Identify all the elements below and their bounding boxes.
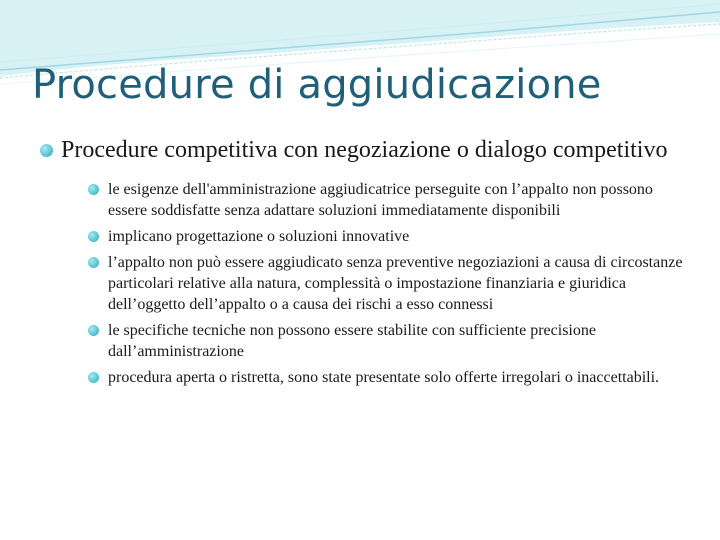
slide-content bbox=[40, 136, 690, 393]
circle-bullet-icon bbox=[88, 184, 99, 195]
sub-bullet-text: l’appalto non può essere aggiudicato senza preventive negoziazioni a causa di circostanze particolari relative alla natura, complessità o impostazione finanziaria e giuridica dell’oggetto dell’appalto o a causa dei rischi a esso connessi bbox=[108, 254, 683, 313]
sub-bullet-text: le specifiche tecniche non possono essere stabilite con sufficiente precisione dall’amministrazione bbox=[108, 322, 596, 360]
sub-bullet-text: implicano progettazione o soluzioni innovative bbox=[108, 228, 410, 245]
slide-title: Procedure di aggiudicazione bbox=[32, 62, 602, 108]
sub-bullet-text: procedura aperta o ristretta, sono state presentate solo offerte irregolari o inaccettabili. bbox=[108, 369, 660, 386]
sub-bullet-item bbox=[88, 226, 690, 247]
bullet-item bbox=[40, 136, 690, 165]
sub-bullet-item bbox=[88, 320, 690, 362]
bullet-text: Procedure competitiva con negoziazione o dialogo competitivo bbox=[61, 137, 668, 163]
circle-bullet-icon bbox=[40, 144, 53, 157]
circle-bullet-icon bbox=[88, 231, 99, 242]
sub-bullet-item bbox=[88, 367, 690, 388]
sub-bullet-item bbox=[88, 252, 690, 315]
sub-bullet-list bbox=[40, 179, 690, 388]
circle-bullet-icon bbox=[88, 372, 99, 383]
circle-bullet-icon bbox=[88, 325, 99, 336]
sub-bullet-item bbox=[88, 179, 690, 221]
circle-bullet-icon bbox=[88, 257, 99, 268]
sub-bullet-text: le esigenze dell'amministrazione aggiudicatrice perseguite con l’appalto non possono essere soddisfatte senza adattare soluzioni immediatamente disponibili bbox=[108, 181, 653, 219]
